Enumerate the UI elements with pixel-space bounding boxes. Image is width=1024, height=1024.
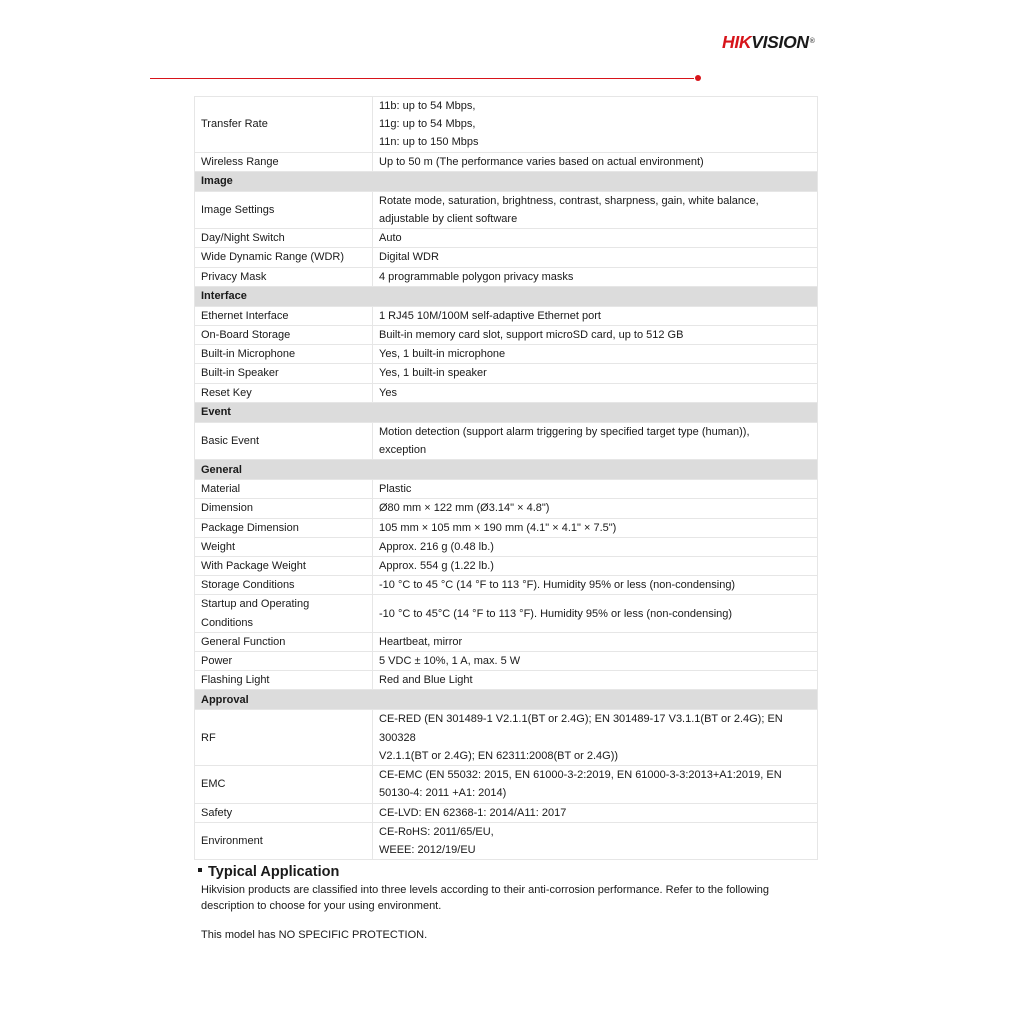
protection-note: This model has NO SPECIFIC PROTECTION. <box>201 929 428 941</box>
spec-row <box>195 364 818 383</box>
spec-label: Wireless Range <box>195 152 373 171</box>
header-rule-dot <box>695 75 701 81</box>
typical-application-description: Hikvision products are classified into three levels according to their anti-corrosion performance. Refer to the following description to choose for your using environment. <box>201 884 769 912</box>
spec-value-line: Yes, 1 built-in microphone <box>379 348 506 361</box>
spec-value-line: V2.1.1(BT or 2.4G); EN 62311:2008(BT or 2.4G)) <box>379 749 619 762</box>
logo-prefix: HIK <box>722 32 752 52</box>
spec-label: Image Settings <box>195 191 373 228</box>
spec-value-line: Heartbeat, mirror <box>379 635 463 648</box>
spec-row <box>195 632 818 651</box>
spec-label: Flashing Light <box>195 671 373 690</box>
spec-value-line: exception <box>379 444 427 457</box>
spec-value <box>373 267 818 286</box>
spec-value-line: -10 °C to 45 °C (14 °F to 113 °F). Humidity 95% or less (non-condensing) <box>379 579 736 592</box>
section-title: Event <box>195 402 818 422</box>
spec-label: Weight <box>195 537 373 556</box>
spec-label: Storage Conditions <box>195 576 373 595</box>
spec-value-line: 1 RJ45 10M/100M self-adaptive Ethernet port <box>379 309 601 322</box>
spec-value <box>373 480 818 499</box>
spec-row <box>195 267 818 286</box>
spec-value-line: Digital WDR <box>379 251 439 264</box>
spec-label: Wide Dynamic Range (WDR) <box>195 248 373 267</box>
spec-value-line: 11n: up to 150 Mbps <box>379 136 479 149</box>
spec-value <box>373 632 818 651</box>
spec-row <box>195 422 818 459</box>
spec-value-line: 4 programmable polygon privacy masks <box>379 270 574 283</box>
spec-label: Built-in Microphone <box>195 345 373 364</box>
spec-value-line: 11g: up to 54 Mbps, <box>379 118 476 131</box>
spec-label: Environment <box>195 822 373 859</box>
section-title: Approval <box>195 690 818 710</box>
spec-value <box>373 364 818 383</box>
spec-value-line: Plastic <box>379 483 412 496</box>
spec-row <box>195 326 818 345</box>
spec-value <box>373 537 818 556</box>
spec-value-line: 11b: up to 54 Mbps, <box>379 100 476 112</box>
spec-label: Transfer Rate <box>195 97 373 153</box>
spec-label: EMC <box>195 766 373 803</box>
section-row <box>195 460 818 480</box>
spec-label: Ethernet Interface <box>195 306 373 325</box>
spec-value-line: 5 VDC ± 10%, 1 A, max. 5 W <box>379 655 521 668</box>
spec-value <box>373 152 818 171</box>
spec-row <box>195 518 818 537</box>
spec-row <box>195 480 818 499</box>
spec-row <box>195 537 818 556</box>
spec-label: Built-in Speaker <box>195 364 373 383</box>
spec-value-line: 105 mm × 105 mm × 190 mm (4.1" × 4.1" × 7.5") <box>379 521 617 534</box>
spec-value-line: WEEE: 2012/19/EU <box>379 843 476 856</box>
spec-value <box>373 652 818 671</box>
spec-value <box>373 595 818 632</box>
spec-row <box>195 97 818 153</box>
spec-value-line: Rotate mode, saturation, brightness, contrast, sharpness, gain, white balance, <box>379 194 759 207</box>
section-row <box>195 286 818 306</box>
spec-row <box>195 152 818 171</box>
spec-row <box>195 671 818 690</box>
spec-value <box>373 766 818 803</box>
section-title: General <box>195 460 818 480</box>
spec-value-line: Up to 50 m (The performance varies based on actual environment) <box>379 155 704 168</box>
spec-row <box>195 383 818 402</box>
heading-bullet-icon <box>198 868 202 872</box>
spec-value <box>373 306 818 325</box>
spec-row <box>195 248 818 267</box>
spec-row <box>195 306 818 325</box>
spec-value-line: CE-LVD: EN 62368-1: 2014/A11: 2017 <box>379 806 567 819</box>
spec-label: Material <box>195 480 373 499</box>
spec-value <box>373 229 818 248</box>
spec-label: Reset Key <box>195 383 373 402</box>
spec-value-line: Approx. 554 g (1.22 lb.) <box>379 560 494 573</box>
spec-label: Package Dimension <box>195 518 373 537</box>
spec-label: RF <box>195 710 373 766</box>
spec-label: Basic Event <box>195 422 373 459</box>
section-title: Interface <box>195 286 818 306</box>
spec-label-line: Conditions <box>201 616 253 629</box>
logo-suffix: VISION <box>751 32 809 52</box>
section-title: Image <box>195 171 818 191</box>
spec-row <box>195 557 818 576</box>
spec-label: Power <box>195 652 373 671</box>
spec-label: Day/Night Switch <box>195 229 373 248</box>
spec-label: Safety <box>195 803 373 822</box>
spec-value-line: Ø80 mm × 122 mm (Ø3.14" × 4.8") <box>379 502 550 515</box>
spec-label: With Package Weight <box>195 557 373 576</box>
spec-row <box>195 595 818 632</box>
spec-value <box>373 383 818 402</box>
spec-label: On-Board Storage <box>195 326 373 345</box>
spec-value-line: Red and Blue Light <box>379 674 473 687</box>
spec-label: General Function <box>195 632 373 651</box>
spec-row <box>195 576 818 595</box>
spec-value <box>373 710 818 766</box>
spec-label <box>195 595 373 632</box>
registered-mark: ® <box>809 38 815 45</box>
spec-value-line: Yes, 1 built-in speaker <box>379 367 487 380</box>
spec-table <box>194 96 818 860</box>
spec-row <box>195 229 818 248</box>
spec-value-line: Built-in memory card slot, support microSD card, up to 512 GB <box>379 329 684 342</box>
spec-row <box>195 710 818 766</box>
spec-value <box>373 557 818 576</box>
spec-value <box>373 671 818 690</box>
spec-value-line: CE-RED (EN 301489-1 V2.1.1(BT or 2.4G); EN 301489-17 V3.1.1(BT or 2.4G); EN 300328 <box>379 713 783 744</box>
spec-value <box>373 248 818 267</box>
spec-value-line: adjustable by client software <box>379 213 518 226</box>
spec-value-line: Yes <box>379 386 397 399</box>
section-row <box>195 690 818 710</box>
section-row <box>195 402 818 422</box>
spec-value-line: CE-EMC (EN 55032: 2015, EN 61000-3-2:2019, EN 61000-3-3:2013+A1:2019, EN <box>379 769 782 782</box>
spec-value <box>373 191 818 228</box>
spec-row <box>195 499 818 518</box>
spec-value <box>373 499 818 518</box>
spec-table-body <box>195 97 818 860</box>
spec-row <box>195 191 818 228</box>
spec-value <box>373 822 818 859</box>
spec-value <box>373 345 818 364</box>
spec-value <box>373 97 818 153</box>
spec-value-line: 50130-4: 2011 +A1: 2014) <box>379 787 507 800</box>
header-rule <box>150 78 694 79</box>
spec-label: Dimension <box>195 499 373 518</box>
spec-value-line: CE-RoHS: 2011/65/EU, <box>379 825 494 838</box>
hikvision-logo <box>722 30 840 54</box>
section-row <box>195 171 818 191</box>
spec-label-line: Startup and Operating <box>201 598 310 611</box>
typical-application-title: Typical Application <box>208 864 340 880</box>
spec-value <box>373 326 818 345</box>
spec-label: Privacy Mask <box>195 267 373 286</box>
spec-row <box>195 652 818 671</box>
spec-row <box>195 766 818 803</box>
spec-value <box>373 803 818 822</box>
spec-value-line: -10 °C to 45°C (14 °F to 113 °F). Humidity 95% or less (non-condensing) <box>379 607 733 620</box>
spec-value-line: Motion detection (support alarm triggering by specified target type (human)), <box>379 425 750 438</box>
typical-application-heading <box>198 864 339 880</box>
spec-value <box>373 518 818 537</box>
spec-row <box>195 822 818 859</box>
spec-row <box>195 345 818 364</box>
spec-value <box>373 422 818 459</box>
spec-row <box>195 803 818 822</box>
spec-value <box>373 576 818 595</box>
spec-value-line: Auto <box>379 232 402 245</box>
spec-value-line: Approx. 216 g (0.48 lb.) <box>379 540 494 553</box>
